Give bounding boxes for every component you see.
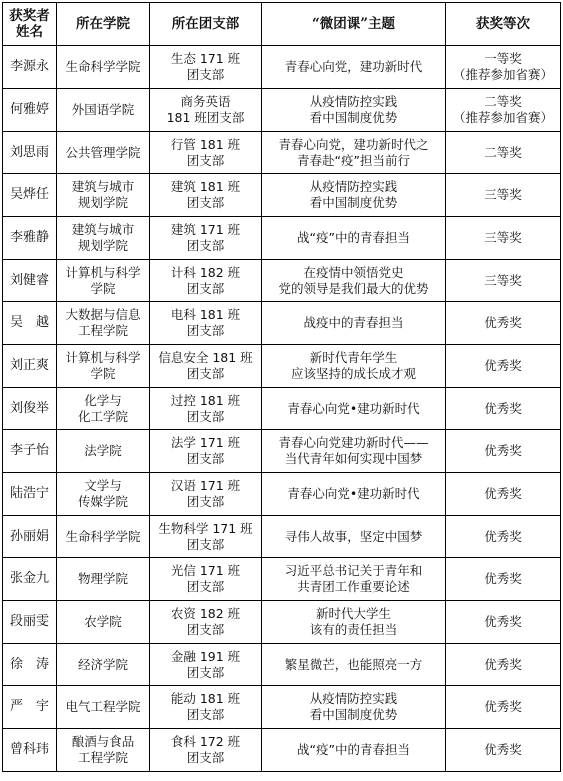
cell-award: 二等奖 [446, 132, 561, 174]
cell-branch: 生物科学 171 班 团支部 [150, 516, 262, 558]
cell-theme: 战“疫”中的青春担当 [262, 217, 446, 260]
cell-name: 刘俊举 [3, 388, 57, 430]
table-row [3, 686, 561, 729]
cell-college: 化学与 化工学院 [57, 388, 150, 430]
header-branch: 所在团支部 [150, 3, 262, 46]
awards-table [2, 2, 561, 772]
cell-theme: 青春心向党，建功新时代之 青春赴“疫”担当前行 [262, 132, 446, 174]
header-college: 所在学院 [57, 3, 150, 46]
cell-college: 计算机与科学 学院 [57, 260, 150, 302]
cell-name: 李子怡 [3, 430, 57, 473]
cell-name: 徐 涛 [3, 644, 57, 686]
cell-name: 张金九 [3, 558, 57, 601]
table-row [3, 601, 561, 644]
cell-college: 物理学院 [57, 558, 150, 601]
cell-theme: 新时代大学生 该有的责任担当 [262, 601, 446, 644]
cell-branch: 行管 181 班 团支部 [150, 132, 262, 174]
cell-college: 建筑与城市 规划学院 [57, 217, 150, 260]
table-row [3, 388, 561, 430]
cell-name: 刘思雨 [3, 132, 57, 174]
table-row [3, 217, 561, 260]
cell-college: 计算机与科学 学院 [57, 345, 150, 388]
cell-branch: 能动 181 班 团支部 [150, 686, 262, 729]
cell-college: 生命科学学院 [57, 516, 150, 558]
cell-branch: 光信 171 班 团支部 [150, 558, 262, 601]
cell-award: 优秀奖 [446, 729, 561, 772]
cell-branch: 电科 181 班 团支部 [150, 302, 262, 345]
cell-college: 建筑与城市 规划学院 [57, 174, 150, 217]
cell-name: 刘健睿 [3, 260, 57, 302]
table-row [3, 89, 561, 132]
cell-award: 优秀奖 [446, 686, 561, 729]
cell-theme: 从疫情防控实践 看中国制度优势 [262, 174, 446, 217]
table-row [3, 558, 561, 601]
cell-theme: 青春心向党•建功新时代 [262, 388, 446, 430]
cell-branch: 建筑 181 班 团支部 [150, 174, 262, 217]
cell-award: 优秀奖 [446, 644, 561, 686]
cell-college: 电气工程学院 [57, 686, 150, 729]
table-row [3, 516, 561, 558]
header-theme: “微团课”主题 [262, 3, 446, 46]
cell-theme: 新时代青年学生 应该坚持的成长成才观 [262, 345, 446, 388]
cell-award: 三等奖 [446, 260, 561, 302]
cell-award: 优秀奖 [446, 345, 561, 388]
cell-theme: 青春心向党建功新时代—— 当代青年如何实现中国梦 [262, 430, 446, 473]
cell-award: 优秀奖 [446, 388, 561, 430]
cell-award: 优秀奖 [446, 430, 561, 473]
cell-branch: 商务英语 181 班团支部 [150, 89, 262, 132]
cell-name: 何雅婷 [3, 89, 57, 132]
cell-theme: 在疫情中领悟党史 党的领导是我们最大的优势 [262, 260, 446, 302]
header-award: 获奖等次 [446, 3, 561, 46]
header-row [3, 3, 561, 46]
cell-name: 李源永 [3, 46, 57, 89]
cell-college: 大数据与信息 工程学院 [57, 302, 150, 345]
cell-theme: 习近平总书记关于青年和 共青团工作重要论述 [262, 558, 446, 601]
table-body [3, 46, 561, 772]
table-row [3, 473, 561, 516]
cell-college: 公共管理学院 [57, 132, 150, 174]
cell-name: 段丽雯 [3, 601, 57, 644]
table-row [3, 345, 561, 388]
table-row [3, 174, 561, 217]
table-row [3, 644, 561, 686]
cell-branch: 生态 171 班 团支部 [150, 46, 262, 89]
cell-branch: 计科 182 班 团支部 [150, 260, 262, 302]
cell-theme: 战疫中的青春担当 [262, 302, 446, 345]
table-row [3, 430, 561, 473]
cell-theme: 从疫情防控实践 看中国制度优势 [262, 89, 446, 132]
cell-theme: 繁星微芒，也能照亮一方 [262, 644, 446, 686]
cell-award: 二等奖 （推荐参加省赛） [446, 89, 561, 132]
cell-award: 优秀奖 [446, 516, 561, 558]
awards-table-container [2, 2, 561, 772]
cell-award: 优秀奖 [446, 473, 561, 516]
cell-award: 三等奖 [446, 174, 561, 217]
cell-name: 吴 越 [3, 302, 57, 345]
cell-college: 酿酒与食品 工程学院 [57, 729, 150, 772]
cell-award: 优秀奖 [446, 558, 561, 601]
cell-theme: 寻伟人故事，坚定中国梦 [262, 516, 446, 558]
cell-branch: 金融 191 班 团支部 [150, 644, 262, 686]
cell-branch: 建筑 171 班 团支部 [150, 217, 262, 260]
table-row [3, 132, 561, 174]
cell-branch: 信息安全 181 班 团支部 [150, 345, 262, 388]
cell-name: 李雅静 [3, 217, 57, 260]
cell-award: 一等奖 （推荐参加省赛） [446, 46, 561, 89]
cell-college: 经济学院 [57, 644, 150, 686]
table-row [3, 46, 561, 89]
cell-name: 刘正爽 [3, 345, 57, 388]
cell-award: 三等奖 [446, 217, 561, 260]
cell-name: 孙丽娟 [3, 516, 57, 558]
cell-name: 陆浩宁 [3, 473, 57, 516]
cell-theme: 青春心向党，建功新时代 [262, 46, 446, 89]
cell-branch: 农资 182 班 团支部 [150, 601, 262, 644]
table-row [3, 260, 561, 302]
cell-theme: 战“疫”中的青春担当 [262, 729, 446, 772]
cell-award: 优秀奖 [446, 302, 561, 345]
cell-name: 严 宇 [3, 686, 57, 729]
cell-branch: 过控 181 班 团支部 [150, 388, 262, 430]
cell-theme: 从疫情防控实践 看中国制度优势 [262, 686, 446, 729]
cell-college: 法学院 [57, 430, 150, 473]
cell-college: 文学与 传媒学院 [57, 473, 150, 516]
table-row [3, 729, 561, 772]
cell-theme: 青春心向党•建功新时代 [262, 473, 446, 516]
cell-name: 曾科玮 [3, 729, 57, 772]
cell-name: 吴烨任 [3, 174, 57, 217]
cell-college: 农学院 [57, 601, 150, 644]
cell-award: 优秀奖 [446, 601, 561, 644]
table-row [3, 302, 561, 345]
cell-branch: 食科 172 班 团支部 [150, 729, 262, 772]
cell-college: 生命科学学院 [57, 46, 150, 89]
cell-branch: 法学 171 班 团支部 [150, 430, 262, 473]
cell-college: 外国语学院 [57, 89, 150, 132]
header-name: 获奖者 姓名 [3, 3, 57, 46]
cell-branch: 汉语 171 班 团支部 [150, 473, 262, 516]
